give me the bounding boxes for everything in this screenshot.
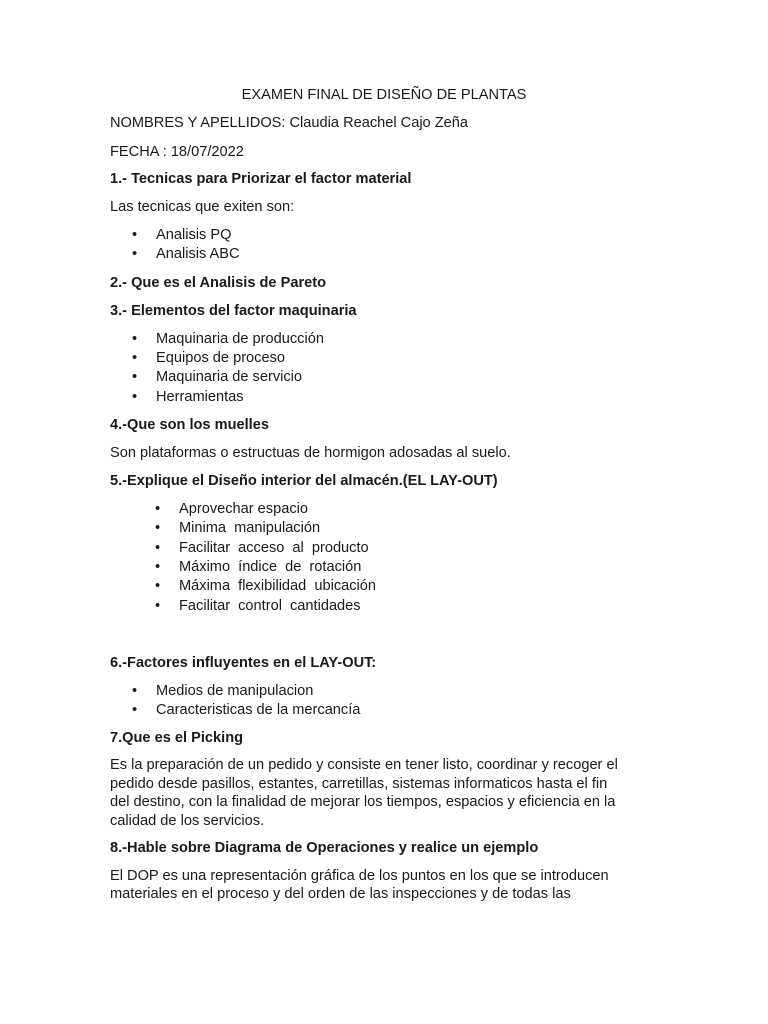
bullet-icon: •	[132, 683, 138, 699]
question-1-heading: 1.- Tecnicas para Priorizar el factor material	[110, 171, 412, 187]
list-item: • Facilitar acceso al producto	[155, 540, 369, 556]
list-item: • Facilitar control cantidades	[155, 598, 361, 614]
exam-date: FECHA : 18/07/2022	[110, 144, 244, 160]
bullet-icon: •	[132, 389, 138, 405]
bullet-icon: •	[132, 227, 138, 243]
question-1-text: Las tecnicas que exiten son:	[110, 199, 295, 215]
list-item: • Medios de manipulacion	[132, 683, 314, 699]
question-5-heading: 5.-Explique el Diseño interior del almacén.(EL LAY-OUT)	[110, 473, 498, 489]
list-item: • Analisis PQ	[132, 227, 232, 243]
bullet-icon: •	[132, 369, 138, 385]
bullet-icon: •	[155, 501, 161, 517]
paragraph-line: materiales en el proceso y del orden de las inspecciones y de todas las	[110, 886, 571, 902]
question-7-heading: 7.Que es el Picking	[110, 730, 244, 746]
list-item: • Equipos de proceso	[132, 350, 285, 366]
question-2-heading: 2.- Que es el Analisis de Pareto	[110, 275, 327, 291]
bullet-icon: •	[132, 350, 138, 366]
document-title: EXAMEN FINAL DE DISEÑO DE PLANTAS	[241, 87, 527, 103]
bullet-icon: •	[132, 246, 138, 262]
list-item: • Máxima flexibilidad ubicación	[155, 578, 376, 594]
list-item: • Analisis ABC	[132, 246, 240, 262]
list-item: • Maquinaria de producción	[132, 331, 324, 347]
paragraph-line: del destino, con la finalidad de mejorar los tiempos, espacios y eficiencia en la	[110, 794, 616, 810]
list-item: • Máximo índice de rotación	[155, 559, 362, 575]
student-names: NOMBRES Y APELLIDOS: Claudia Reachel Cajo Zeña	[110, 115, 468, 131]
bullet-icon: •	[132, 331, 138, 347]
question-3-heading: 3.- Elementos del factor maquinaria	[110, 303, 357, 319]
paragraph-line: pedido desde pasillos, estantes, carretillas, sistemas informaticos hasta el fin	[110, 776, 608, 792]
list-item: • Herramientas	[132, 389, 244, 405]
paragraph-line: Es la preparación de un pedido y consiste en tener listo, coordinar y recoger el	[110, 757, 618, 773]
bullet-icon: •	[155, 598, 161, 614]
question-6-heading: 6.-Factores influyentes en el LAY-OUT:	[110, 655, 377, 671]
question-4-text: Son plataformas o estructuas de hormigon adosadas al suelo.	[110, 445, 511, 461]
bullet-icon: •	[155, 578, 161, 594]
bullet-icon: •	[155, 520, 161, 536]
paragraph-line: El DOP es una representación gráfica de los puntos en los que se introducen	[110, 868, 609, 884]
question-8-heading: 8.-Hable sobre Diagrama de Operaciones y realice un ejemplo	[110, 840, 539, 856]
bullet-icon: •	[155, 559, 161, 575]
list-item: • Maquinaria de servicio	[132, 369, 303, 385]
bullet-icon: •	[132, 702, 138, 718]
list-item: • Caracteristicas de la mercancía	[132, 702, 361, 718]
question-4-heading: 4.-Que son los muelles	[110, 417, 269, 433]
list-item: • Minima manipulación	[155, 520, 321, 536]
list-item: • Aprovechar espacio	[155, 501, 308, 517]
bullet-icon: •	[155, 540, 161, 556]
paragraph-line: calidad de los servicios.	[110, 813, 265, 829]
